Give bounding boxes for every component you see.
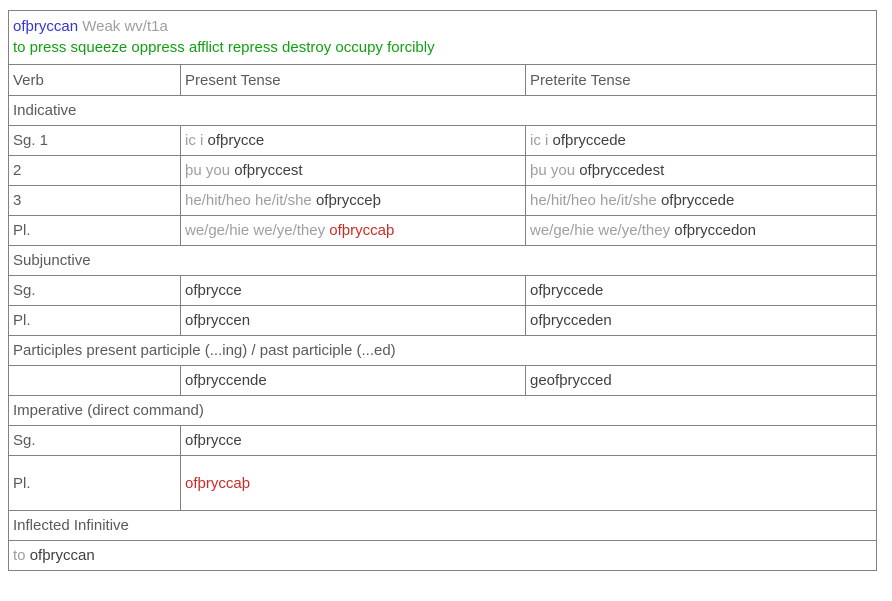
pronoun: þu you [530,162,576,179]
verb-form: ofþryccan [29,547,95,564]
column-header-preterite: Preterite Tense [526,65,877,96]
preterite-form-cell [526,276,877,306]
preterite-form-cell [526,186,877,216]
verb-form: ofþryccende [185,372,267,389]
table-row [9,126,877,156]
past-participle-cell [526,366,877,396]
present-form-cell [181,186,526,216]
person-label: Sg. [9,276,181,306]
conjugation-table-wrap [8,10,877,571]
headword-link[interactable]: ofþryccan [13,18,79,35]
section-heading-imperative: Imperative (direct command) [9,396,877,426]
present-form-cell [181,156,526,186]
pronoun: we/ge/hie we/ye/they [185,222,326,239]
infinitive-form-cell [9,541,877,571]
section-row-infinitive [9,511,877,541]
verb-form: ofþrycce [185,282,242,299]
verb-form: ofþrycceden [530,312,612,329]
person-label: Pl. [9,456,181,511]
section-heading-participles: Participles present participle (...ing) / past participle (...ed) [9,336,877,366]
verb-form: ofþrycce [207,132,265,149]
section-row-indicative [9,96,877,126]
table-row [9,276,877,306]
present-participle-cell [181,366,526,396]
imperative-form-cell [181,426,877,456]
person-label: Pl. [9,306,181,336]
present-form-cell [181,306,526,336]
verb-form: ofþryccest [234,162,303,179]
title-cell [9,11,877,65]
pronoun: he/hit/heo he/it/she [185,192,312,209]
pronoun: ic i [530,132,549,149]
section-heading-indicative: Indicative [9,96,877,126]
table-row [9,186,877,216]
verb-form: ofþryccedon [674,222,756,239]
pronoun: we/ge/hie we/ye/they [530,222,671,239]
preterite-form-cell [526,216,877,246]
table-row [9,156,877,186]
section-row-participles [9,336,877,366]
person-label: Sg. [9,426,181,456]
person-label: Sg. 1 [9,126,181,156]
column-header-present: Present Tense [181,65,526,96]
table-row [9,541,877,571]
empty-cell [9,366,181,396]
section-heading-infinitive: Inflected Infinitive [9,511,877,541]
column-header-row [9,65,877,96]
verb-form: ofþryccede [552,132,626,149]
infinitive-particle: to [13,547,26,564]
preterite-form-cell [526,126,877,156]
verb-form-highlighted: ofþryccaþ [185,474,251,492]
verb-form-highlighted: ofþryccaþ [329,222,395,239]
pronoun: he/hit/heo he/it/she [530,192,657,209]
verb-form: ofþryccen [185,312,251,329]
conjugation-table [8,10,877,571]
pronoun: ic i [185,132,204,149]
table-row [9,456,877,511]
verb-form: geofþrycced [530,372,612,389]
preterite-form-cell [526,306,877,336]
present-form-cell [181,126,526,156]
title-line [13,16,872,37]
section-row-imperative [9,396,877,426]
column-header-verb: Verb [9,65,181,96]
definition-text: to press squeeze oppress afflict repress destroy occupy forcibly [13,39,435,56]
present-form-cell [181,216,526,246]
table-row [9,366,877,396]
present-form-cell [181,276,526,306]
imperative-form-cell [181,456,877,511]
pronoun: þu you [185,162,231,179]
section-heading-subjunctive: Subjunctive [9,246,877,276]
table-row [9,306,877,336]
person-label: Pl. [9,216,181,246]
verb-form: ofþryccede [530,282,604,299]
preterite-form-cell [526,156,877,186]
title-row [9,11,877,65]
section-row-subjunctive [9,246,877,276]
verb-form: ofþrycceþ [315,192,381,209]
person-label: 2 [9,156,181,186]
verb-class-label: Weak wv/t1a [82,18,168,35]
verb-form: ofþryccede [660,192,735,209]
table-row [9,426,877,456]
table-row [9,216,877,246]
verb-form: ofþryccedest [579,162,665,179]
person-label: 3 [9,186,181,216]
verb-form: ofþrycce [185,432,242,449]
